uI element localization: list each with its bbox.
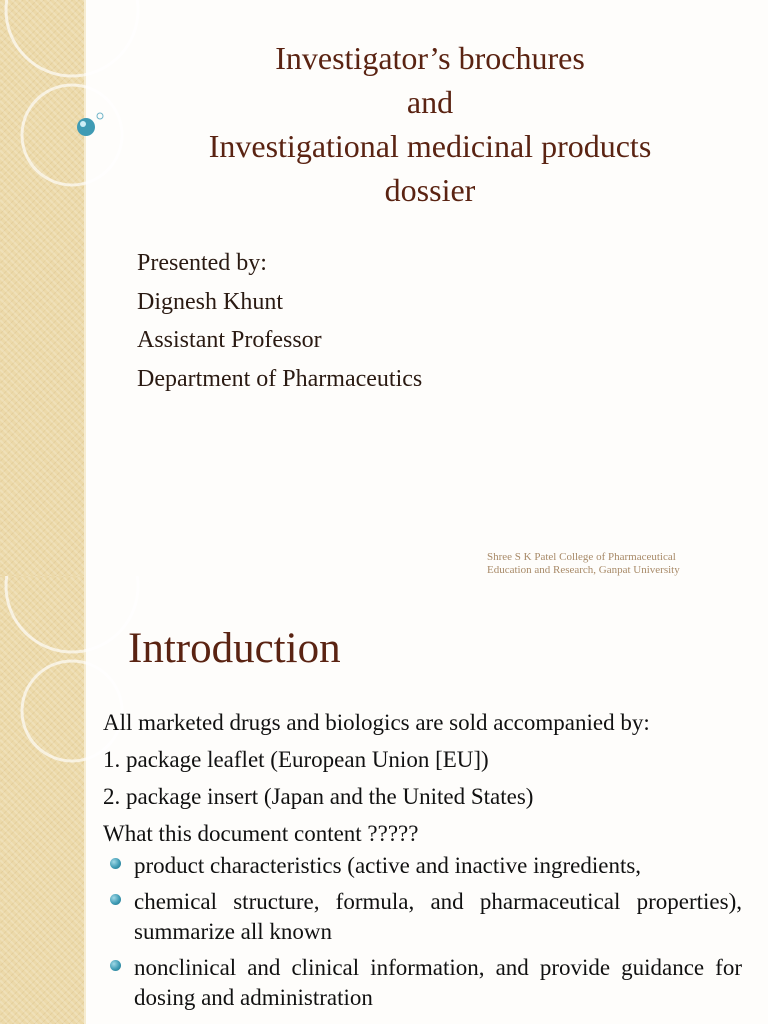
bullet-dot-icon [110, 894, 121, 905]
list-item [110, 851, 742, 881]
bullet-dot-icon [110, 858, 121, 869]
intro-body [103, 704, 743, 852]
bullet-text: product characteristics (active and inactive ingredients, [134, 853, 642, 878]
title-line: Investigational medicinal products [208, 128, 652, 164]
footer-institution [487, 551, 680, 576]
title-line: and [406, 84, 454, 120]
body-line: All marketed drugs and biologics are sold accompanied by: [103, 710, 650, 735]
slide-title-text [120, 36, 740, 212]
title-line: Investigator’s brochures [275, 40, 585, 76]
presenter-department: Department of Pharmaceutics [137, 365, 423, 392]
presenter-block [137, 244, 422, 398]
bullet-text: chemical structure, formula, and pharmaceutical properties), summarize all known [134, 889, 742, 944]
footer-line: Education and Research, Ganpat University [487, 564, 680, 576]
title-line: dossier [384, 172, 476, 208]
presenter-name: Dignesh Khunt [137, 288, 283, 315]
presenter-label: Presented by: [137, 250, 267, 276]
body-line: 1. package leaflet (European Union [EU]) [103, 747, 489, 772]
slide-heading: Introduction [128, 625, 341, 672]
bullet-dot-icon [110, 960, 121, 971]
list-item [110, 953, 742, 1013]
presenter-position: Assistant Professor [137, 327, 322, 353]
footer-line: Shree S K Patel College of Pharmaceutical [487, 551, 676, 563]
bullet-text: nonclinical and clinical information, and provide guidance for dosing and administration [134, 955, 742, 1010]
bullet-list [110, 851, 742, 1019]
body-line: 2. package insert (Japan and the United States) [103, 784, 534, 809]
slide-introduction [0, 576, 768, 1024]
body-line: What this document content ????? [103, 821, 419, 846]
list-item [110, 887, 742, 947]
